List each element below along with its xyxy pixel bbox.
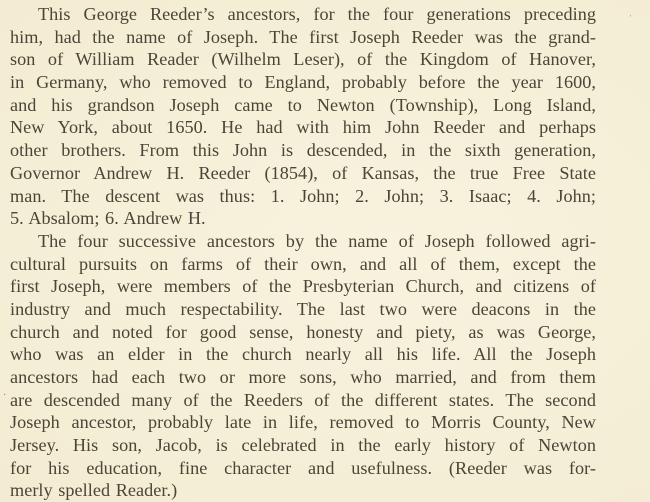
text-line: ancestors had each two or more sons, who married, and from them [10, 367, 596, 387]
scan-speck: ˈ [629, 14, 633, 25]
text-line: cultural pursuits on farms of their own, and all of them, except the [10, 253, 596, 274]
text-line: merly spelled Reader.) [10, 480, 178, 501]
text-line: church and noted for good sense, honesty and piety, as was George, [10, 321, 596, 342]
document-page [10, 3, 596, 502]
text-line: first Joseph, were members of the Presbyterian Church, and citizens of [10, 276, 596, 297]
text-line: Governor Andrew H. Reeder (1854), of Kansas, the true Free State [10, 162, 596, 183]
paragraph-joseph-ancestors [10, 230, 596, 502]
scan-speck: · [3, 390, 7, 401]
text-line: for his education, fine character and usefulness. (Reeder was for- [10, 457, 596, 478]
text-line: other brothers. From this John is descended, in the sixth generation, [10, 140, 596, 161]
text-line: Jersey. His son, Jacob, is celebrated in the early history of Newton [10, 435, 596, 456]
text-line: New York, about 1650. He had with him John Reeder and perhaps [10, 117, 596, 138]
text-line: in Germany, who removed to England, probably before the year 1600, [10, 72, 596, 93]
text-line: and his grandson Joseph came to Newton (Township), Long Island, [10, 94, 596, 115]
text-line: Joseph ancestor, probably late in life, removed to Morris County, New [10, 412, 596, 433]
text-line: him, had the name of Joseph. The first Joseph Reeder was the grand- [10, 26, 596, 47]
text-line: who was an elder in the church nearly all his life. All the Joseph [10, 344, 596, 365]
text-line: 5. Absalom; 6. Andrew H. [10, 208, 206, 229]
text-line: man. The descent was thus: 1. John; 2. John; 3. Isaac; 4. John; [10, 185, 596, 206]
text-line: son of William Reader (Wilhelm Leser), of the Kingdom of Hanover, [10, 49, 596, 70]
text-line: industry and much respectability. The last two were deacons in the [10, 298, 596, 319]
text-line: are descended many of the Reeders of the different states. The second [10, 389, 596, 410]
paragraph-ancestry [10, 3, 596, 230]
text-line: The four successive ancestors by the name of Joseph followed agri- [38, 230, 596, 251]
text-line: This George Reeder’s ancestors, for the four generations preceding [38, 4, 596, 24]
